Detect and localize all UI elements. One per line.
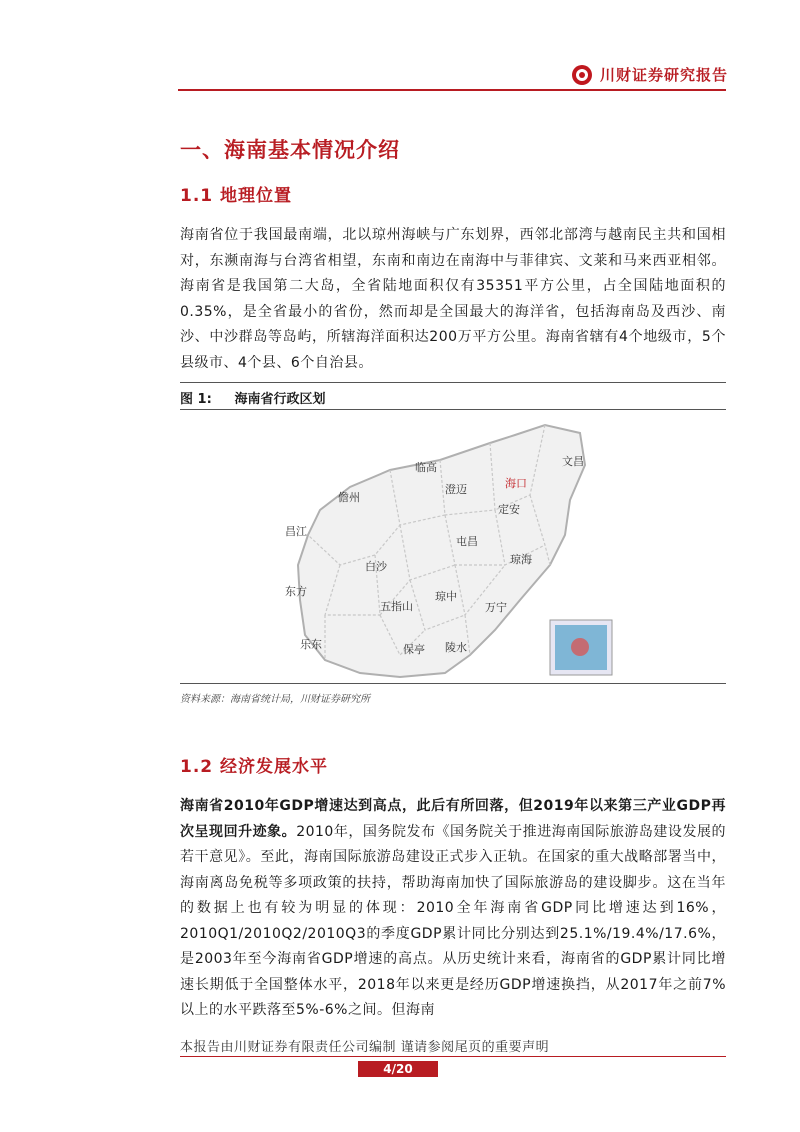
page-number: 4/20: [358, 1061, 438, 1077]
place-label: 琼中: [435, 590, 457, 603]
paragraph-body: 2010年，国务院发布《国务院关于推进海南国际旅游岛建设发展的若干意见》。至此，海南国际旅游岛建设正式步入正轨。在国家的重大战略部署当中，海南离岛免税等多项政策的扶持，帮助海南加快了国际旅游岛的建设脚步。这在当年的数据上也有较为明显的体现：2010全年海南省GDP同比增速达到16%，2010Q1/2010Q2/2010Q3的季度GDP累计同比分别达到25.1%/19.4%/17.6%，是2003年至今海南省GDP增速的高点。从历史统计来看，海南省的GDP累计同比增速长期低于全国整体水平，2018年以来更是经历GDP增速换挡，从2017年之前7%以上的水平跌落至5%-6%之间。但海南: [180, 823, 726, 1018]
paragraph-econ: [180, 794, 726, 1020]
header-divider: [178, 89, 726, 91]
figure-bottom-rule: [180, 683, 726, 684]
hainan-map: [280, 415, 620, 680]
place-label: 乐东: [300, 638, 322, 651]
footer-divider: [180, 1056, 726, 1057]
place-label: 定安: [498, 503, 520, 516]
figure-source: 资料来源：海南省统计局，川财证券研究所: [180, 694, 370, 705]
paragraph-lead: 海南省2010年GDP增速达到高点，此后有所回落，但2019年以来第三产业GDP再次呈现回升迹象。: [180, 798, 726, 840]
place-label: 儋州: [338, 491, 360, 504]
logo-icon: [572, 65, 592, 85]
header-title: 川财证券研究报告: [599, 66, 728, 84]
place-label: 保亭: [403, 643, 425, 656]
figure-mid-rule: [180, 409, 726, 410]
section-title: 一、海南基本情况介绍: [180, 138, 400, 162]
place-label: 临高: [415, 461, 437, 474]
map-inset: [550, 620, 612, 675]
figure-caption: [180, 388, 326, 407]
figure-label: 图 1:: [180, 392, 212, 407]
place-label: 琼海: [510, 553, 532, 566]
place-label: 文昌: [562, 455, 584, 468]
figure-title: 海南省行政区划: [234, 392, 326, 407]
place-label: 屯昌: [456, 535, 478, 548]
place-label: 白沙: [365, 560, 387, 573]
subsection-title-geo: 1.1 地理位置: [180, 186, 293, 206]
place-label: 昌江: [285, 525, 307, 538]
paragraph-geo: 海南省位于我国最南端，北以琼州海峡与广东划界，西邻北部湾与越南民主共和国相对，东濒南海与台湾省相望，东南和南边在南海中与菲律宾、文莱和马来西亚相邻。海南省是我国第二大岛，全省陆地面积仅有35351平方公里，占全国陆地面积的0.35%，是全省最小的省份，然而却是全国最大的海洋省，包括海南岛及西沙、南沙、中沙群岛等岛屿，所辖海洋面积达200万平方公里。海南省辖有4个地级市，5个县级市、4个县、6个自治县。: [180, 227, 726, 371]
place-label: 澄迈: [445, 483, 467, 496]
place-label: 东方: [285, 585, 307, 598]
place-label: 海口: [505, 477, 527, 490]
place-label: 万宁: [485, 601, 507, 614]
subsection-title-econ: 1.2 经济发展水平: [180, 757, 329, 777]
place-label: 陵水: [445, 641, 467, 654]
place-label: 五指山: [380, 600, 413, 613]
footer-disclaimer: 本报告由川财证券有限责任公司编制 谨请参阅尾页的重要声明: [180, 1040, 550, 1055]
header-brand: [572, 64, 728, 85]
figure-top-rule: [180, 382, 726, 383]
